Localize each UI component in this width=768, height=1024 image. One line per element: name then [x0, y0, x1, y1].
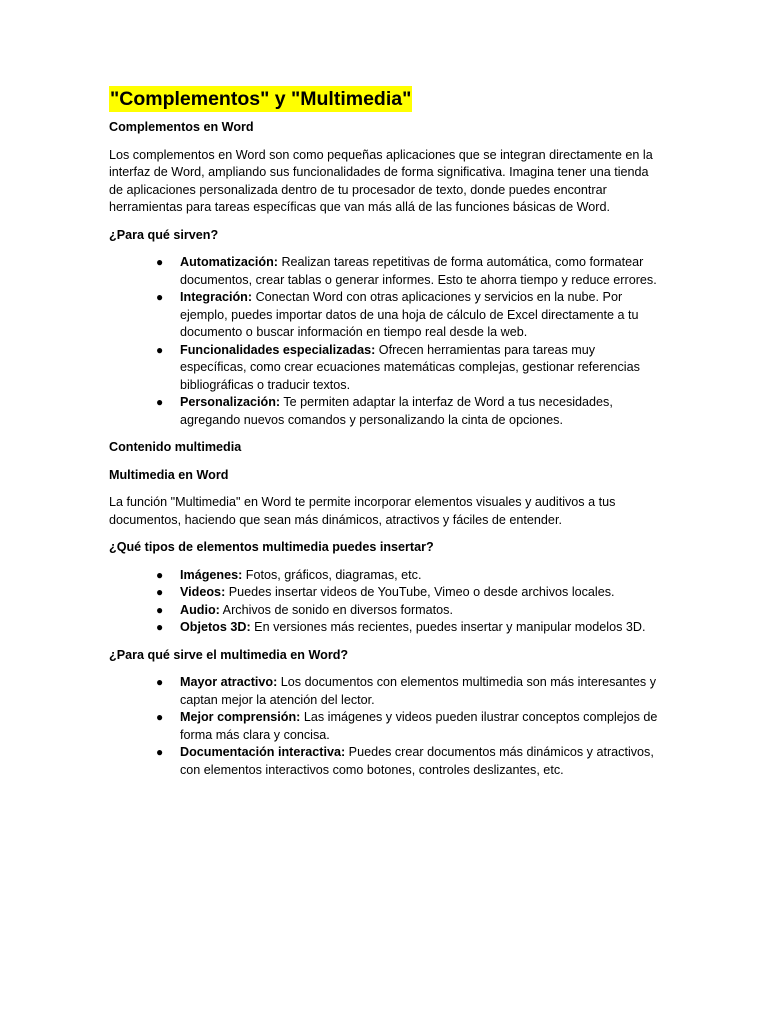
list-item	[109, 602, 664, 620]
bullet-icon: ●	[156, 290, 164, 304]
list-item-text: Realizan tareas repetitivas de forma automática, como formatear documentos, crear tablas o generar informes. Esto te ahorra tiempo y reduce errores.	[180, 255, 657, 287]
section-heading-complementos: Complementos en Word	[109, 120, 254, 134]
document-title: "Complementos" y "Multimedia"	[110, 88, 412, 110]
bullet-icon: ●	[156, 745, 164, 759]
list-item-term: Documentación interactiva:	[180, 745, 346, 759]
bullet-icon: ●	[156, 585, 164, 599]
list-item-text: Ofrecen herramientas para tareas muy específicas, como crear ecuaciones matemáticas complejas, gestionar referencias bibliográficas o traducir textos.	[180, 342, 640, 392]
list-item-term: Objetos 3D:	[180, 620, 251, 634]
question-heading-tipos: ¿Qué tipos de elementos multimedia puedes insertar?	[109, 540, 434, 554]
list-item-text: Puedes insertar videos de YouTube, Vimeo o desde archivos locales.	[225, 585, 615, 599]
list-item	[109, 709, 664, 744]
bullet-icon: ●	[156, 342, 164, 357]
list-item-text: Conectan Word con otras aplicaciones y servicios en la nube. Por ejemplo, puedes importar datos de una hoja de cálculo de Excel directamente a tu documento o buscar información en tiempo real desde la web.	[180, 290, 639, 339]
list-item	[109, 744, 664, 779]
bullet-icon: ●	[156, 567, 164, 582]
list-item-text: Las imágenes y videos pueden ilustrar conceptos complejos de forma más clara y concisa.	[180, 710, 658, 742]
list-item-text: Archivos de sonido en diversos formatos.	[219, 602, 453, 617]
list-item-term: Funcionalidades especializadas:	[180, 342, 376, 357]
bullet-icon: ●	[156, 255, 164, 269]
bullet-icon: ●	[156, 710, 164, 724]
bullet-icon: ●	[156, 675, 164, 689]
list-item-term: Videos:	[180, 585, 226, 599]
list-item	[109, 674, 664, 709]
list-item-term: Automatización:	[180, 255, 278, 269]
bullet-list-uses	[109, 254, 664, 429]
list-item	[109, 394, 664, 429]
list-item-text: Te permiten adaptar la interfaz de Word a tus necesidades, agregando nuevos comandos y personalizando la cinta de opciones.	[180, 395, 613, 427]
list-item-term: Audio:	[180, 602, 220, 617]
subsection-heading-multimedia-word: Multimedia en Word	[109, 467, 229, 482]
bullet-icon: ●	[156, 602, 164, 617]
list-item	[109, 567, 664, 585]
intro-paragraph: Los complementos en Word son como pequeñas aplicaciones que se integran directamente en la interfaz de Word, ampliando sus funcionalidades de forma significativa. Imagina tener una tienda de aplicaciones personalizada dentro de tu procesador de texto, donde puedes encontrar herramientas para tareas específicas que van más allá de las funciones básicas de Word.	[109, 147, 653, 214]
list-item	[109, 619, 664, 637]
list-item-text: En versiones más recientes, puedes insertar y manipular modelos 3D.	[250, 620, 646, 634]
list-item-term: Mejor comprensión:	[180, 710, 301, 724]
bullet-list-benefits	[109, 674, 664, 779]
question-heading-para-que-sirven: ¿Para qué sirven?	[109, 227, 219, 242]
bullet-icon: ●	[156, 620, 164, 634]
bullet-icon: ●	[156, 395, 164, 409]
list-item-term: Imágenes:	[180, 567, 243, 582]
bullet-list-element-types	[109, 567, 664, 637]
list-item	[109, 584, 664, 602]
list-item-text: Los documentos con elementos multimedia son más interesantes y captan mejor la atención del lector.	[180, 675, 657, 707]
list-item	[109, 289, 664, 342]
document-content	[109, 86, 664, 789]
list-item	[109, 342, 664, 395]
list-item-term: Personalización:	[180, 395, 281, 409]
list-item-term: Integración:	[180, 290, 253, 304]
list-item	[109, 254, 664, 289]
list-item-text: Fotos, gráficos, diagramas, etc.	[242, 567, 422, 582]
multimedia-paragraph: La función "Multimedia" en Word te permite incorporar elementos visuales y auditivos a tus documentos, haciendo que sean más dinámicos, atractivos y fáciles de entender.	[109, 495, 616, 527]
list-item-text: Puedes crear documentos más dinámicos y atractivos, con elementos interactivos como botones, controles deslizantes, etc.	[180, 745, 654, 777]
question-heading-para-que-sirve-multimedia: ¿Para qué sirve el multimedia en Word?	[109, 647, 349, 662]
list-item-term: Mayor atractivo:	[180, 675, 278, 689]
section-heading-multimedia: Contenido multimedia	[109, 440, 242, 454]
